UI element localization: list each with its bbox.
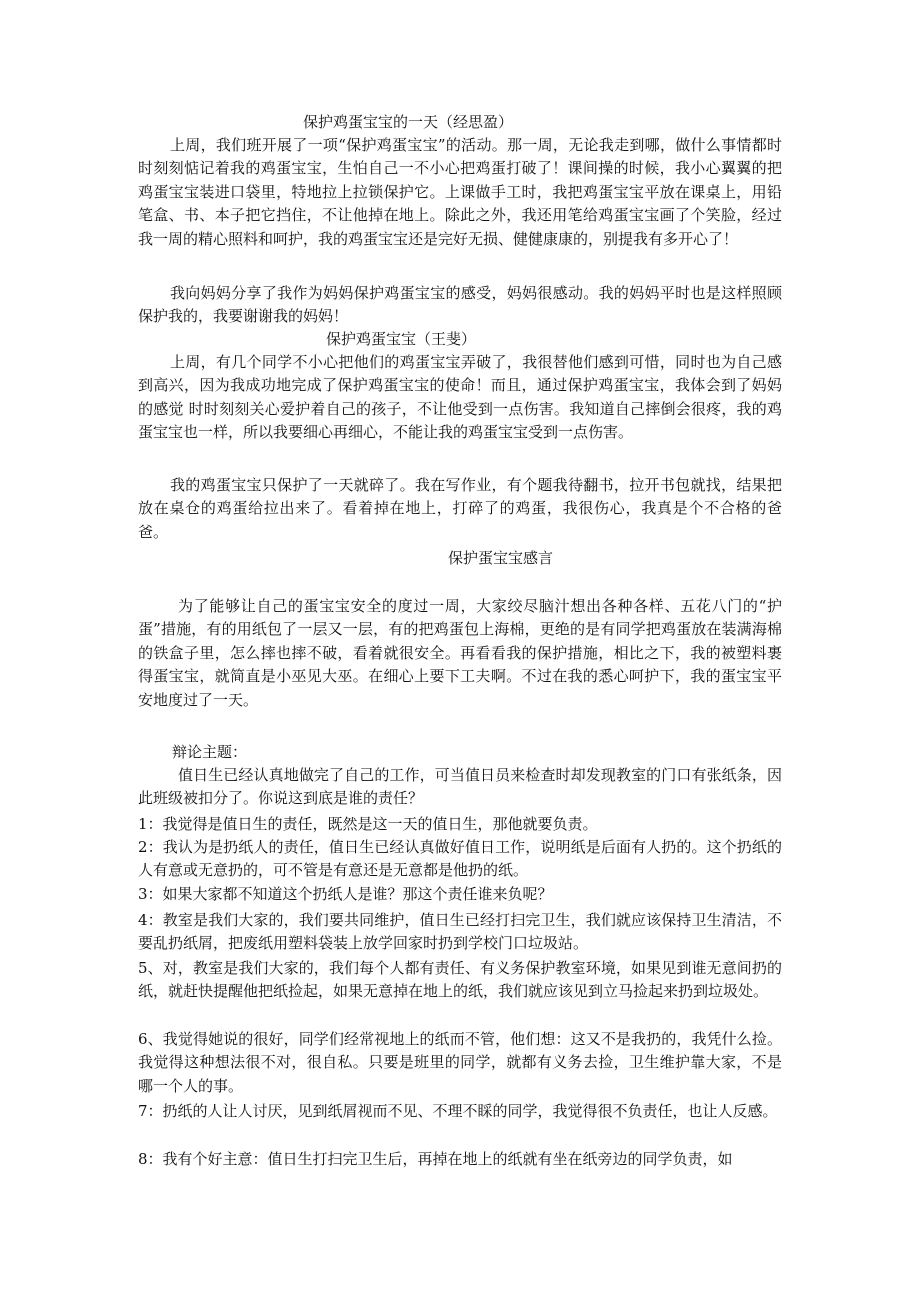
story2-paragraph-1: 上周，有几个同学不小心把他们的鸡蛋宝宝弄破了，我很替他们感到可惜，同时也为自己感到高兴，因为我成功地完成了保护鸡蛋宝宝的使命！而且，通过保护鸡蛋宝宝，我体会到了妈妈的感觉 时时刻刻关心爱护着自己的孩子，不让他受到一点伤害。我知道自己摔倒会很疼，我的鸡蛋宝宝也一样，所以我要细心再细心，不能让我的鸡蛋宝宝受到一点伤害。 xyxy=(138,353,782,442)
debate-question: 值日生已经认真地做完了自己的工作，可当值日员来检查时却发现教室的门口有张纸条，因此班级被扣分了。你说这到底是谁的责任？ xyxy=(138,766,782,808)
story2-title: 保护鸡蛋宝宝（王斐） xyxy=(326,330,477,348)
story1-title: 保护鸡蛋宝宝的一天（经思盈） xyxy=(303,113,514,131)
story1-paragraph-1: 上周，我们班开展了一项“保护鸡蛋宝宝”的活动。那一周，无论我走到哪，做什么事情都时时刻刻惦记着我的鸡蛋宝宝，生怕自己一不小心把鸡蛋打破了！课间操的时候，我小心翼翼的把鸡蛋宝宝装进口袋里，特地拉上拉锁保护它。上课做手工时，我把鸡蛋宝宝平放在课桌上，用铅笔盒、书、本子把它挡住，不让他掉在地上。除此之外，我还用笔给鸡蛋宝宝画了个笑脸，经过我一周的精心照料和呵护，我的鸡蛋宝宝还是完好无损、健健康康的，别提我有多开心了！ xyxy=(138,136,782,248)
debate-answer-3: 3：如果大家都不知道这个扔纸人是谁？那这个责任谁来负呢？ xyxy=(138,885,553,903)
debate-answer-4: 4：教室是我们大家的，我们要共同维护，值日生已经打扫完卫生，我们就应该保持卫生清洁，不要乱扔纸屑，把废纸用塑料袋装上放学回家时扔到学校门口垃圾站。 xyxy=(138,911,782,953)
debate-answer-5: 5、对，教室是我们大家的，我们每个人都有责任、有义务保护教室环境，如果见到谁无意间扔的纸，就赶快提醒他把纸捡起，如果无意掉在地上的纸，我们就应该见到立马捡起来扔到垃圾处。 xyxy=(138,959,782,1001)
story3-title: 保护蛋宝宝感言 xyxy=(448,549,554,567)
debate-heading: 辩论主题： xyxy=(172,743,248,761)
debate-answer-6: 6、我觉得她说的很好，同学们经常视地上的纸而不管，他们想：这又不是我扔的，我凭什么捡。我觉得这种想法很不对，很自私。只要是班里的同学，就都有义务去捡，卫生维护靠大家，不是哪一个人的事。 xyxy=(138,1030,782,1095)
debate-answer-1: 1：我觉得是值日生的责任，既然是这一天的值日生，那他就要负责。 xyxy=(138,815,598,833)
story3-paragraph-1: 为了能够让自己的蛋宝宝安全的度过一周，大家绞尽脑汁想出各种各样、五花八门的“护蛋”措施，有的用纸包了一层又一层，有的把鸡蛋包上海棉，更绝的是有同学把鸡蛋放在装满海棉的铁盒子里，怎么摔也摔不破，看着就很安全。再看看我的保护措施，相比之下，我的被塑料裹得蛋宝宝，就简直是小巫见大巫。在细心上要下工夫啊。不过在我的悉心呵护下，我的蛋宝宝平安地度过了一天。 xyxy=(138,597,782,709)
debate-answer-8: 8：我有个好主意：值日生打扫完卫生后，再掉在地上的纸就有坐在纸旁边的同学负责，如 xyxy=(138,1150,733,1168)
story1-paragraph-2: 我向妈妈分享了我作为妈妈保护鸡蛋宝宝的感受，妈妈很感动。我的妈妈平时也是这样照顾保护我的，我要谢谢我的妈妈！ xyxy=(138,284,782,326)
debate-answer-2: 2：我认为是扔纸人的责任，值日生已经认真做好值日工作，说明纸是后面有人扔的。这个扔纸的人有意或无意扔的，可不管是有意还是无意都是他扔的纸。 xyxy=(138,838,782,880)
story2-paragraph-2: 我的鸡蛋宝宝只保护了一天就碎了。我在写作业，有个题我待翻书，拉开书包就找，结果把放在桌仓的鸡蛋给拉出来了。看着掉在地上，打碎了的鸡蛋，我很伤心，我真是个不合格的爸爸。 xyxy=(138,476,782,541)
debate-answer-7: 7：扔纸的人让人讨厌，见到纸屑视而不见、不理不睬的同学，我觉得很不负责任，也让人反感。 xyxy=(138,1102,778,1120)
